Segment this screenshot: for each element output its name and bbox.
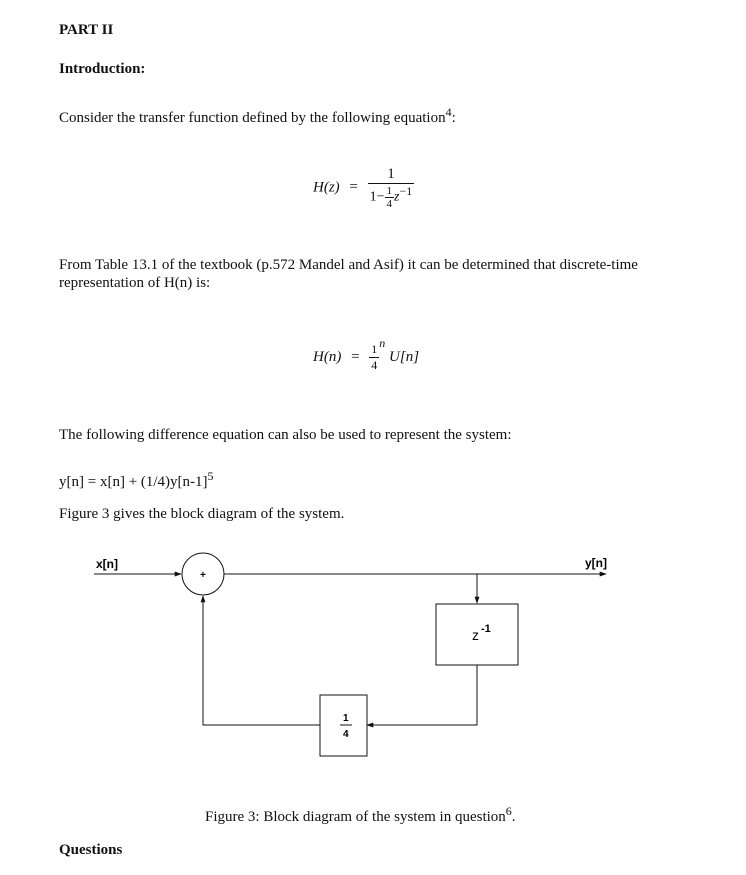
caption-period: . [511, 809, 516, 825]
eq2-lhs: H(n) [313, 349, 342, 366]
table-text-line2: representation of H(n) is: [59, 275, 211, 291]
eq1-den-exp: −1 [399, 184, 413, 198]
eq1-lhs: H(z) [313, 179, 340, 196]
eq1-den-one: 1 [369, 189, 377, 205]
output-label: y[n] [585, 556, 607, 570]
eq1-den-z: z [394, 189, 400, 205]
intro-heading: Introduction: [59, 61, 146, 77]
part-title: PART II [59, 22, 114, 38]
feedback-line [203, 596, 320, 725]
input-label: x[n] [96, 557, 118, 571]
intro-footnote: 4 [445, 105, 452, 119]
diff-intro: The following difference equation can also be used to represent the system: [59, 427, 512, 443]
delay-exp: -1 [481, 623, 491, 635]
delay-base: z [472, 627, 479, 643]
eq1-numerator: 1 [387, 166, 395, 182]
eq1-den-frac-den: 4 [386, 197, 393, 210]
figure-caption [205, 804, 516, 826]
eq2-frac-num: 1 [371, 342, 378, 357]
eq1-den-minus: − [376, 189, 385, 205]
intro-text: Consider the transfer function defined by the following equation [59, 110, 446, 126]
eq2-exp: n [379, 336, 386, 350]
diff-eq-text: y[n] = x[n] + (1/4)y[n-1] [59, 474, 208, 490]
eq1-den-frac-num: 1 [386, 184, 393, 197]
table-text-line1: From Table 13.1 of the textbook (p.572 Mandel and Asif) it can be determined that discrete-time [59, 257, 638, 273]
questions-heading: Questions [59, 842, 123, 858]
intro-colon: : [451, 110, 456, 126]
diff-footnote: 5 [207, 469, 214, 483]
eq1-equals: = [349, 179, 358, 196]
eq2-frac-den: 4 [371, 358, 378, 373]
gain-num: 1 [343, 713, 349, 724]
adder-symbol: + [200, 570, 206, 581]
eq2-rhs: U[n] [389, 349, 420, 366]
caption-text: Figure 3: Block diagram of the system in question [205, 809, 506, 825]
gain-den: 4 [343, 729, 349, 740]
figure-reference: Figure 3 gives the block diagram of the system. [59, 506, 345, 522]
eq2-equals: = [351, 349, 360, 366]
caption-footnote: 6 [505, 804, 512, 818]
delay-to-gain-line [367, 665, 477, 725]
